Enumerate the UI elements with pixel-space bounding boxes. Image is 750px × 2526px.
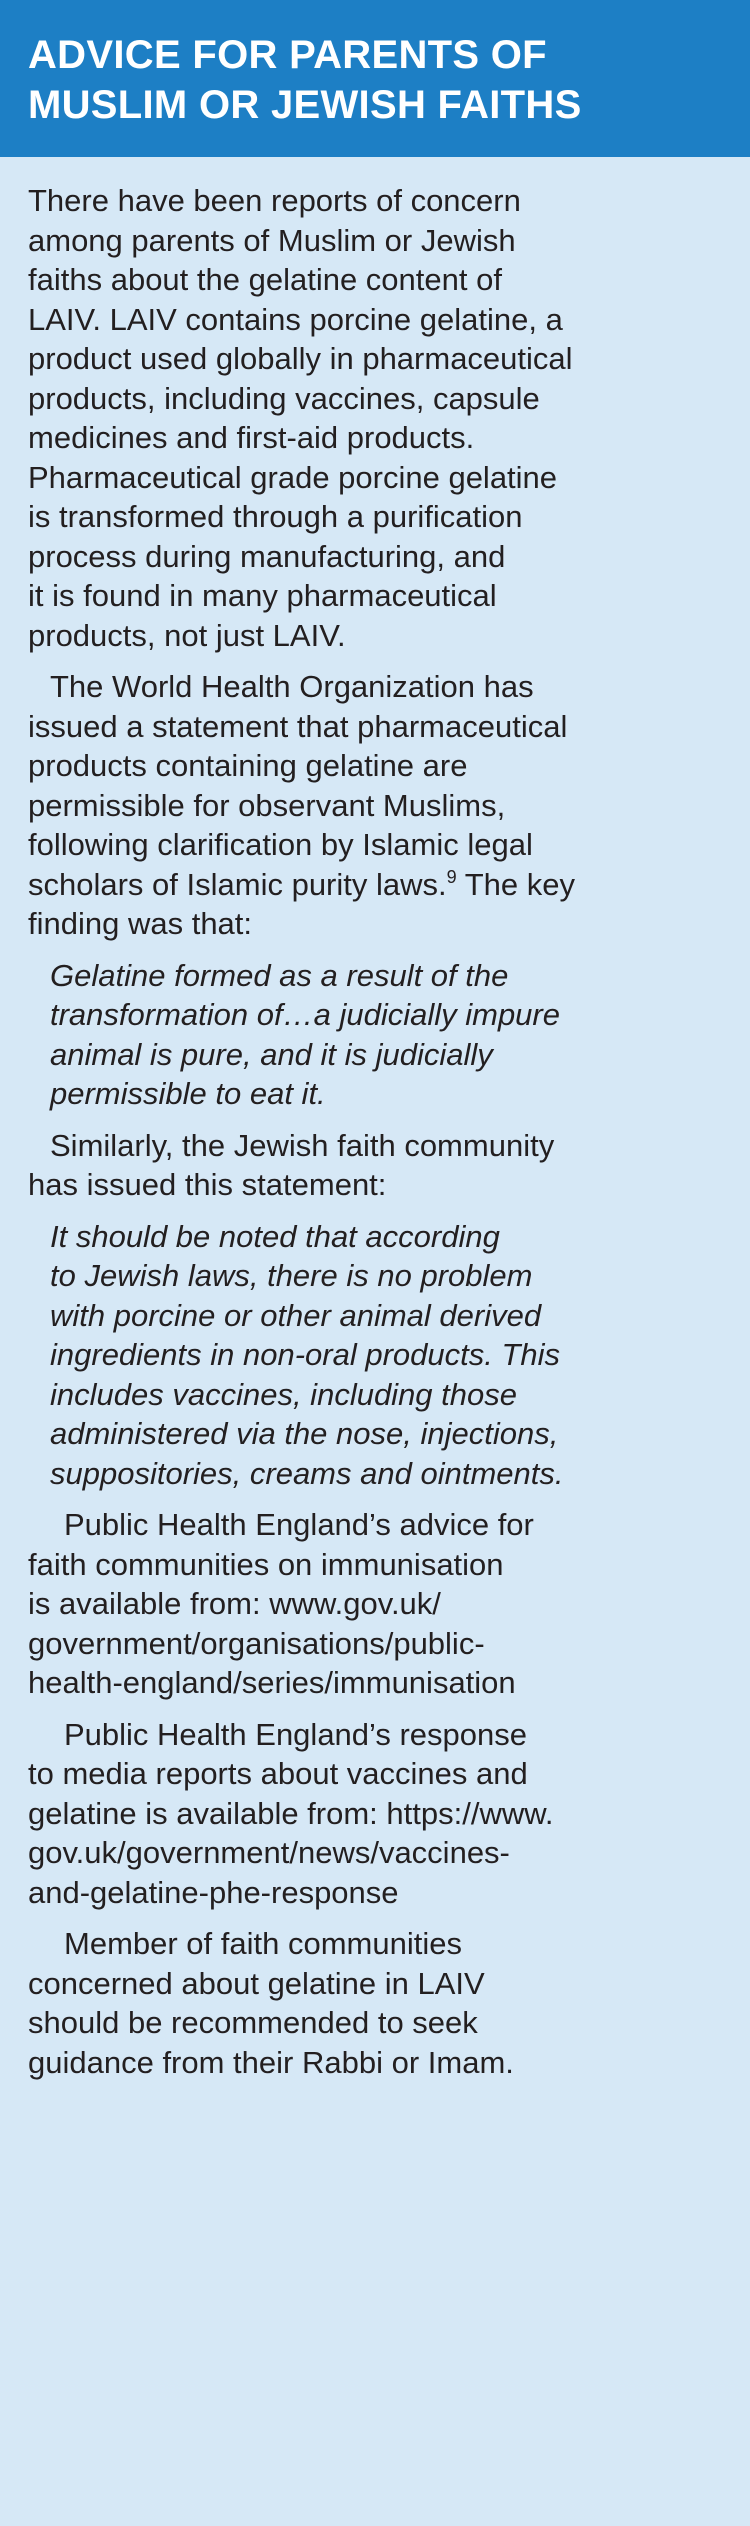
text-line: Public Health England’s response	[64, 1716, 528, 1752]
text-line: The World Health Organization has	[50, 669, 534, 704]
quote-line: includes vaccines, including those	[50, 1376, 517, 1412]
text-line: should be recommended to seek	[28, 2005, 478, 2040]
text-line: Public Health England’s advice for	[64, 1507, 534, 1542]
text-line: health-england/series/immunisation	[28, 1665, 516, 1700]
text-line: medicines and first-aid products.	[28, 420, 475, 455]
box-title-line-2: MUSLIM OR JEWISH FAITHS	[28, 83, 582, 127]
text-line: There have been reports of concern	[28, 183, 521, 218]
reference-superscript: 9	[446, 866, 457, 887]
quote-line: suppositories, creams and ointments.	[50, 1455, 564, 1491]
text-line: permissible for observant Muslims,	[28, 787, 506, 823]
text-line: is transformed through a purification	[28, 499, 523, 534]
quote-line: administered via the nose, injections,	[50, 1416, 559, 1451]
paragraph-phe-response-link	[28, 1715, 730, 1913]
text-line: issued a statement that pharmaceutical	[28, 708, 568, 744]
text-line: guidance from their Rabbi or Imam.	[28, 2044, 514, 2080]
text-line: it is found in many pharmaceutical	[28, 578, 497, 613]
text-line: products, not just LAIV.	[28, 617, 346, 653]
text-line: products, including vaccines, capsule	[28, 380, 540, 416]
box-header	[0, 0, 750, 157]
text-line: product used globally in pharmaceutical	[28, 341, 573, 376]
text-line: Similarly, the Jewish faith community	[50, 1127, 555, 1163]
quote-line: ingredients in non-oral products. This	[50, 1337, 561, 1372]
quote-line: permissible to eat it.	[50, 1076, 326, 1111]
box-body	[0, 157, 750, 2082]
text-line: among parents of Muslim or Jewish	[28, 222, 516, 258]
quote-line: animal is pure, and it is judicially	[50, 1036, 493, 1072]
text-line-with-reference	[28, 865, 730, 905]
quote-jewish-ruling	[28, 1217, 730, 1494]
text-line: LAIV. LAIV contains porcine gelatine, a	[28, 301, 563, 337]
text-line: gov.uk/government/news/vaccines-	[28, 1835, 510, 1870]
text-line: faiths about the gelatine content of	[28, 262, 502, 297]
text-line: has issued this statement:	[28, 1167, 387, 1202]
text-line: to media reports about vaccines and	[28, 1756, 528, 1791]
quote-line: to Jewish laws, there is no problem	[50, 1258, 533, 1293]
paragraph-jewish-statement	[28, 1126, 730, 1205]
paragraph-who-statement	[28, 667, 730, 944]
text-line: following clarification by Islamic legal	[28, 827, 533, 862]
paragraph-seek-guidance	[28, 1924, 730, 2082]
paragraph-phe-advice-link	[28, 1505, 730, 1703]
text-line: gelatine is available from: https://www.	[28, 1795, 554, 1831]
quote-line: with porcine or other animal derived	[50, 1297, 542, 1333]
box-title-line-1: ADVICE FOR PARENTS OF	[28, 33, 547, 77]
text-line: finding was that:	[28, 906, 253, 941]
text-line: is available from: www.gov.uk/	[28, 1586, 441, 1621]
text-line: concerned about gelatine in LAIV	[28, 1965, 485, 2001]
text-line: government/organisations/public-	[28, 1625, 485, 1661]
quote-line: transformation of…a judicially impure	[50, 997, 560, 1032]
text-line: faith communities on immunisation	[28, 1546, 504, 1582]
quote-line: Gelatine formed as a result of the	[50, 957, 509, 993]
text-line: and-gelatine-phe-response	[28, 1874, 399, 1910]
text-line: Member of faith communities	[64, 1926, 462, 1961]
text-line: products containing gelatine are	[28, 748, 468, 783]
text-line: Pharmaceutical grade porcine gelatine	[28, 459, 558, 495]
text-line: process during manufacturing, and	[28, 538, 506, 574]
text-segment: scholars of Islamic purity laws.	[28, 866, 447, 902]
text-segment: The key	[456, 866, 575, 902]
quote-line: It should be noted that according	[50, 1218, 500, 1254]
quote-islamic-ruling	[28, 956, 730, 1114]
paragraph-gelatine-concern	[28, 181, 730, 655]
